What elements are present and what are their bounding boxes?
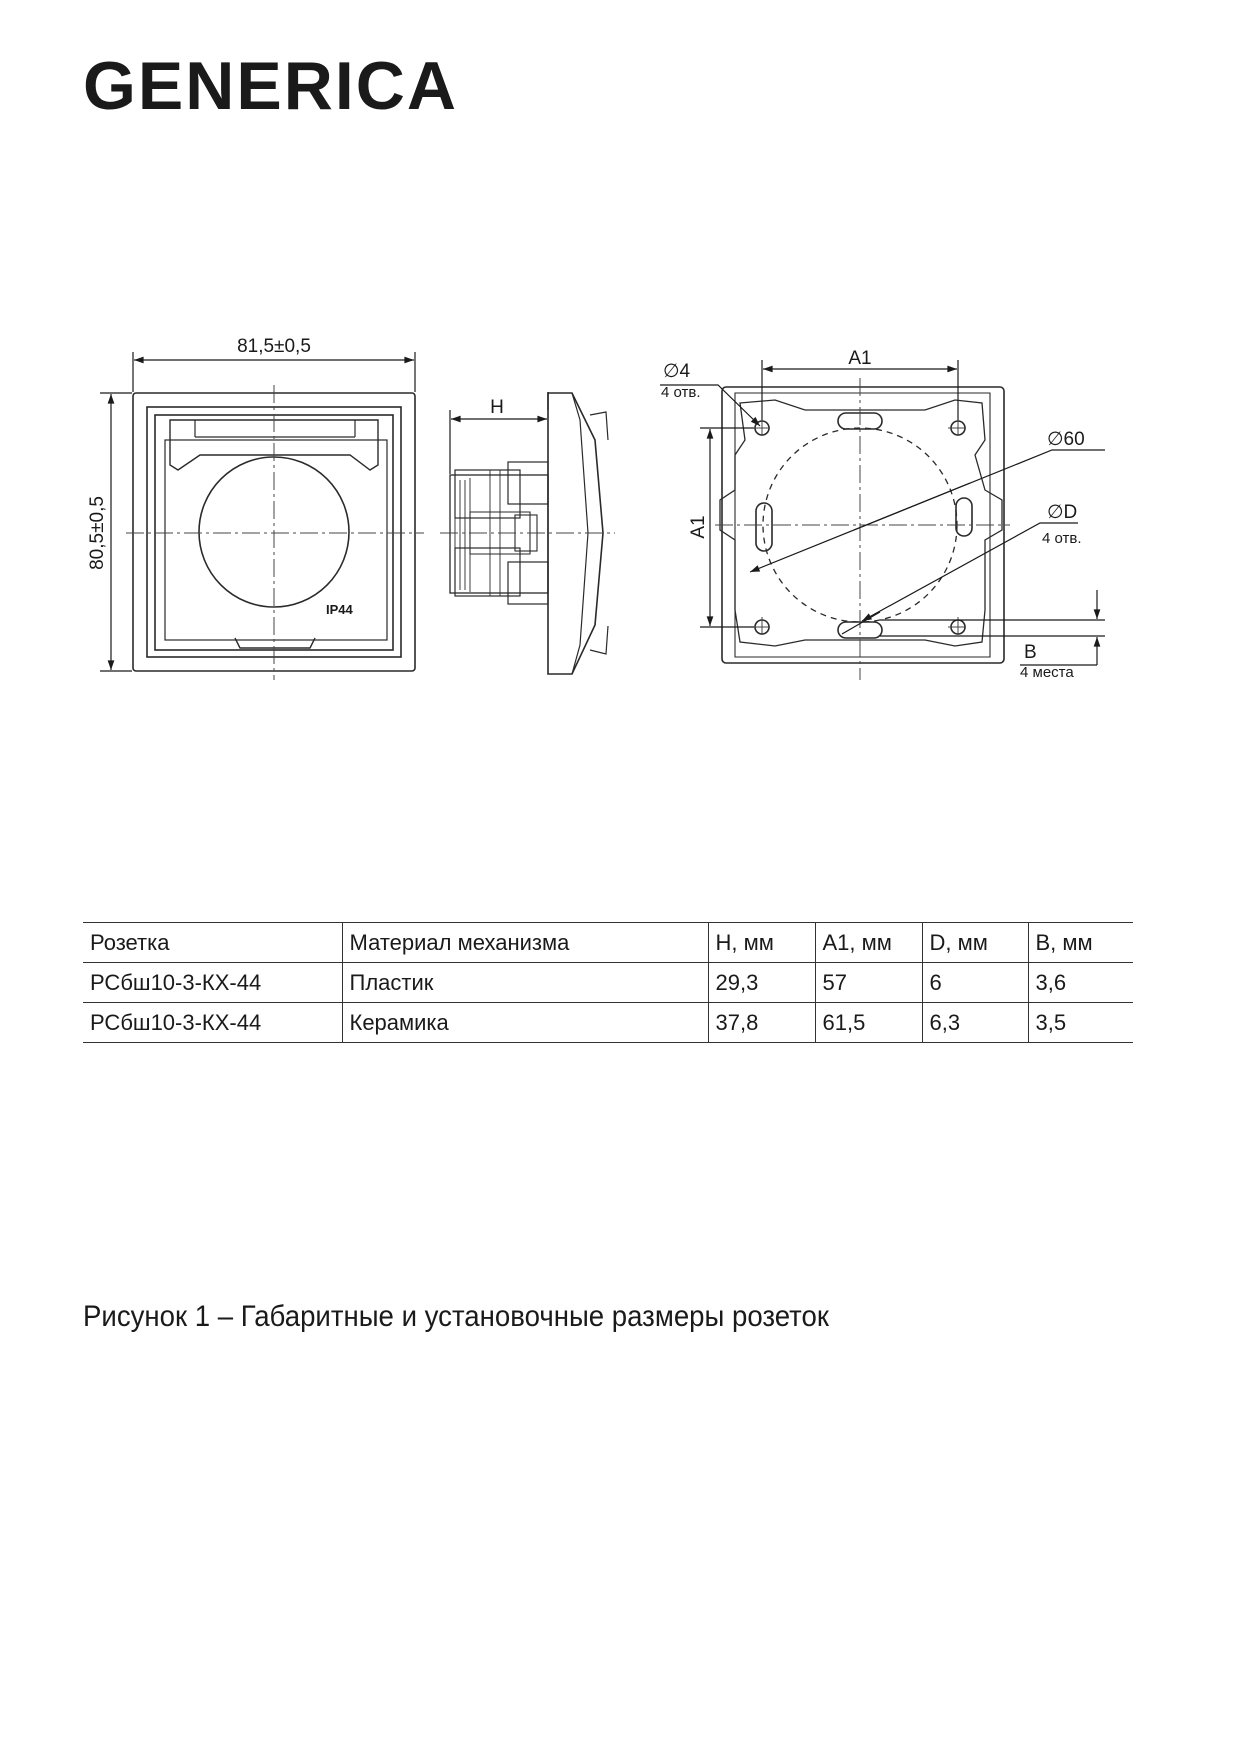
header-material: Материал механизма (342, 923, 708, 963)
b-label: B (1024, 642, 1037, 663)
cell-b: 3,6 (1028, 963, 1133, 1003)
header-a1: A1, мм (815, 923, 922, 963)
table-row (83, 1003, 1133, 1043)
width-dimension-label: 81,5±0,5 (237, 336, 311, 357)
a1-side-label: A1 (688, 515, 709, 539)
cell-material: Керамика (342, 1003, 708, 1043)
cell-b: 3,5 (1028, 1003, 1133, 1043)
header-d: D, мм (922, 923, 1028, 963)
mounting-view (715, 378, 1010, 680)
hole-d-label: ∅D (1047, 502, 1078, 523)
a1-top-label: A1 (848, 348, 872, 369)
brand-logo: GENERICA (83, 48, 458, 124)
cell-a1: 57 (815, 963, 922, 1003)
cell-h: 29,3 (708, 963, 815, 1003)
b-note: 4 места (1020, 664, 1074, 681)
cell-material: Пластик (342, 963, 708, 1003)
header-socket: Розетка (83, 923, 342, 963)
dimensions-table (83, 922, 1133, 1043)
height-dimension-label: 80,5±0,5 (87, 496, 108, 570)
cell-socket: РСбш10-3-КХ-44 (83, 1003, 342, 1043)
header-h: H, мм (708, 923, 815, 963)
cell-d: 6,3 (922, 1003, 1028, 1043)
table-header-row (83, 923, 1133, 963)
hole4-label: ∅4 (663, 361, 691, 382)
front-view (126, 385, 424, 680)
technical-drawing (0, 0, 1238, 800)
cell-h: 37,8 (708, 1003, 815, 1043)
cell-d: 6 (922, 963, 1028, 1003)
table-row (83, 963, 1133, 1003)
hole-d-note: 4 отв. (1042, 530, 1082, 547)
h-dimension-label: H (490, 397, 504, 418)
side-view (440, 393, 615, 674)
figure-caption: Рисунок 1 – Габаритные и установочные размеры розеток (83, 1300, 829, 1333)
header-b: B, мм (1028, 923, 1133, 963)
cell-a1: 61,5 (815, 1003, 922, 1043)
circle60-label: ∅60 (1047, 429, 1085, 450)
cell-socket: РСбш10-3-КХ-44 (83, 963, 342, 1003)
ip44-badge: IP44 (326, 602, 353, 617)
hole4-note: 4 отв. (661, 384, 701, 401)
